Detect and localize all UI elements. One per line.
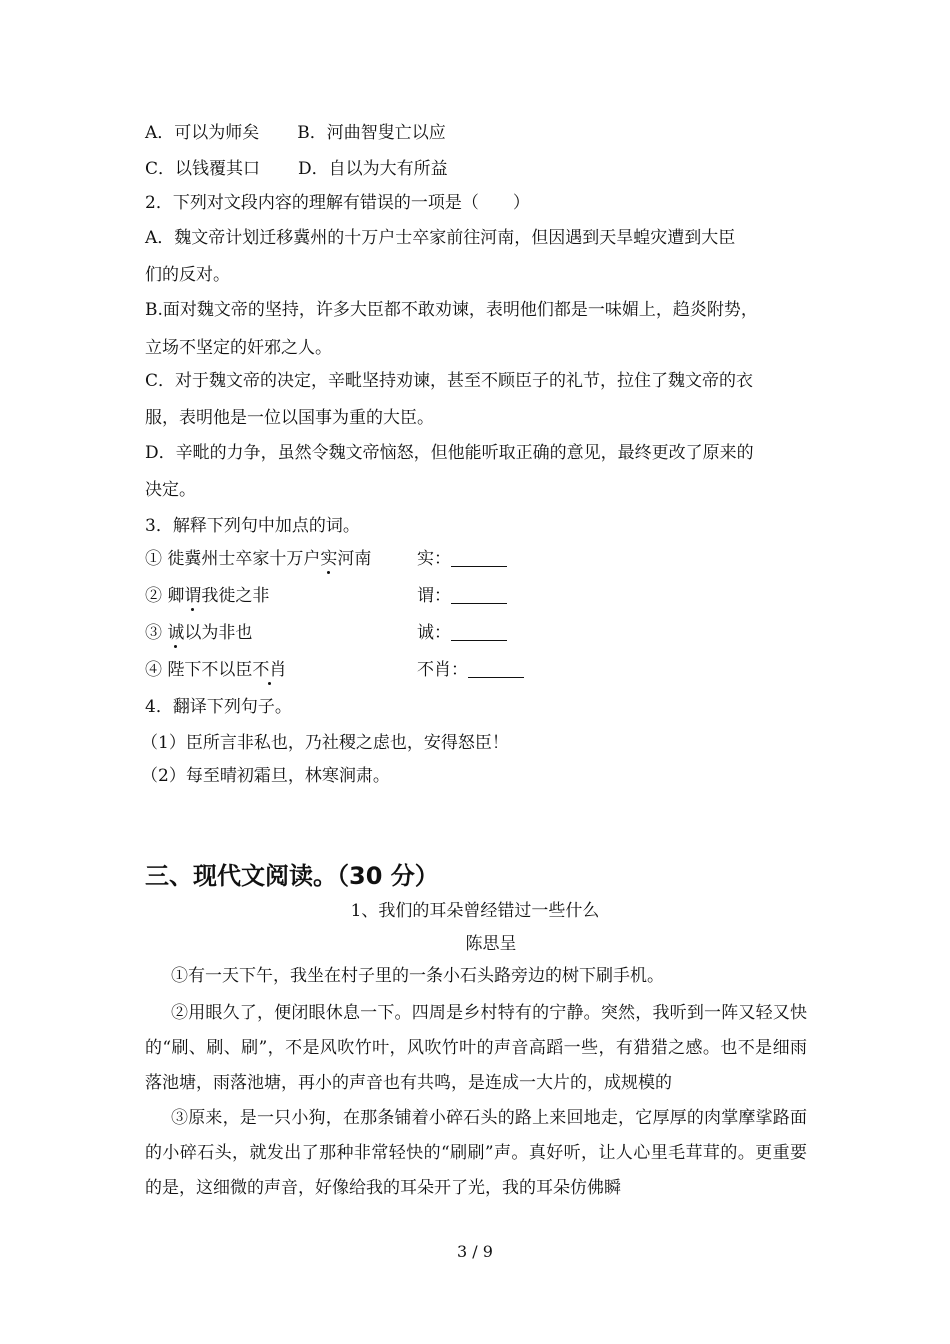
emphasis-dot-word: 谓	[184, 586, 202, 606]
answer-blank[interactable]	[451, 586, 507, 604]
q3-answer-3: 诚：	[417, 621, 507, 645]
q3-answer-1: 实：	[417, 547, 507, 571]
article-paragraph-2: ②用眼久了，便闭眼休息一下。四周是乡村特有的宁静。突然，我听到一阵又轻又快的“刷、刷、刷”，不是风吹竹叶，风吹竹叶的声音高蹈一些，有猎猎之感。也不是细雨落池塘，雨落池塘，再小的声音也有共鸣，是连成一大片的，成规模的	[145, 1003, 807, 1093]
q2-option-b-line1: B.面对魏文帝的坚持，许多大臣都不敢劝谏，表明他们都是一味媚上，趋炎附势，	[145, 300, 758, 320]
q2-option-d-line1: D．辛毗的力争，虽然令魏文帝恼怒，但他能听取正确的意见，最终更改了原来的	[145, 443, 754, 463]
q2-option-b-line2: 立场不坚定的奸邪之人。	[145, 338, 332, 358]
q3-item-4: ④ 陛下不以臣不肖	[145, 660, 287, 680]
answer-blank[interactable]	[451, 549, 507, 567]
q2-option-a-line1: A．魏文帝计划迁移冀州的十万户士卒家前往河南，但因遇到天旱蝗灾遭到大臣	[145, 228, 736, 248]
article-author: 陈思呈	[465, 934, 517, 954]
answer-blank[interactable]	[468, 660, 524, 678]
article-paragraph-3: ③原来，是一只小狗，在那条铺着小碎石头的路上来回地走，它厚厚的肉掌摩挲路面的小碎石头，就发出了那种非常轻快的“刷刷”声。真好听，让人心里毛茸茸的。更重要的是，这细微的声音，好像给我的耳朵开了光，我的耳朵仿佛瞬	[145, 1108, 807, 1198]
q3-answer-2: 谓：	[417, 584, 507, 608]
answer-blank[interactable]	[451, 623, 507, 641]
q3-answer-4: 不肖：	[417, 658, 524, 682]
q4-sentence-2: （2）每至晴初霜旦，林寒涧肃。	[141, 766, 390, 786]
q4-stem: 4．翻译下列句子。	[145, 697, 292, 717]
q2-option-a-line2: 们的反对。	[145, 265, 230, 285]
page-number: 3 / 9	[457, 1242, 493, 1261]
q3-item-1: ① 徙冀州士卒家十万户实河南	[145, 549, 372, 569]
section-heading: 三、现代文阅读。（30 分）	[145, 862, 439, 890]
article-paragraph-1: ①有一天下午，我坐在村子里的一条小石头路旁边的树下刷手机。	[171, 966, 664, 986]
q2-stem: 2．下列对文段内容的理解有错误的一项是（ ）	[145, 193, 530, 213]
emphasis-dot-word: 实	[320, 549, 338, 569]
q3-stem: 3．解释下列句中加点的词。	[145, 516, 360, 536]
emphasis-dot-word: 诚	[167, 623, 185, 643]
q4-sentence-1: （1）臣所言非私也，乃社稷之虑也，安得怒臣！	[141, 733, 509, 753]
article-title: 1、我们的耳朵曾经错过一些什么	[350, 901, 600, 921]
q2-option-c-line2: 服，表明他是一位以国事为重的大臣。	[145, 408, 434, 428]
emphasis-dot-word: 不肖	[252, 660, 287, 680]
q1-options-row1: A．可以为师矣 B．河曲智叟亡以应	[145, 123, 446, 143]
q3-item-2: ② 卿谓我徙之非	[145, 586, 270, 606]
q1-options-row2: C．以钱覆其口 D．自以为大有所益	[145, 159, 448, 179]
q3-item-3: ③ 诚以为非也	[145, 623, 253, 643]
q2-option-c-line1: C．对于魏文帝的决定，辛毗坚持劝谏，甚至不顾臣子的礼节，拉住了魏文帝的衣	[145, 371, 754, 391]
q2-option-d-line2: 决定。	[145, 480, 196, 500]
